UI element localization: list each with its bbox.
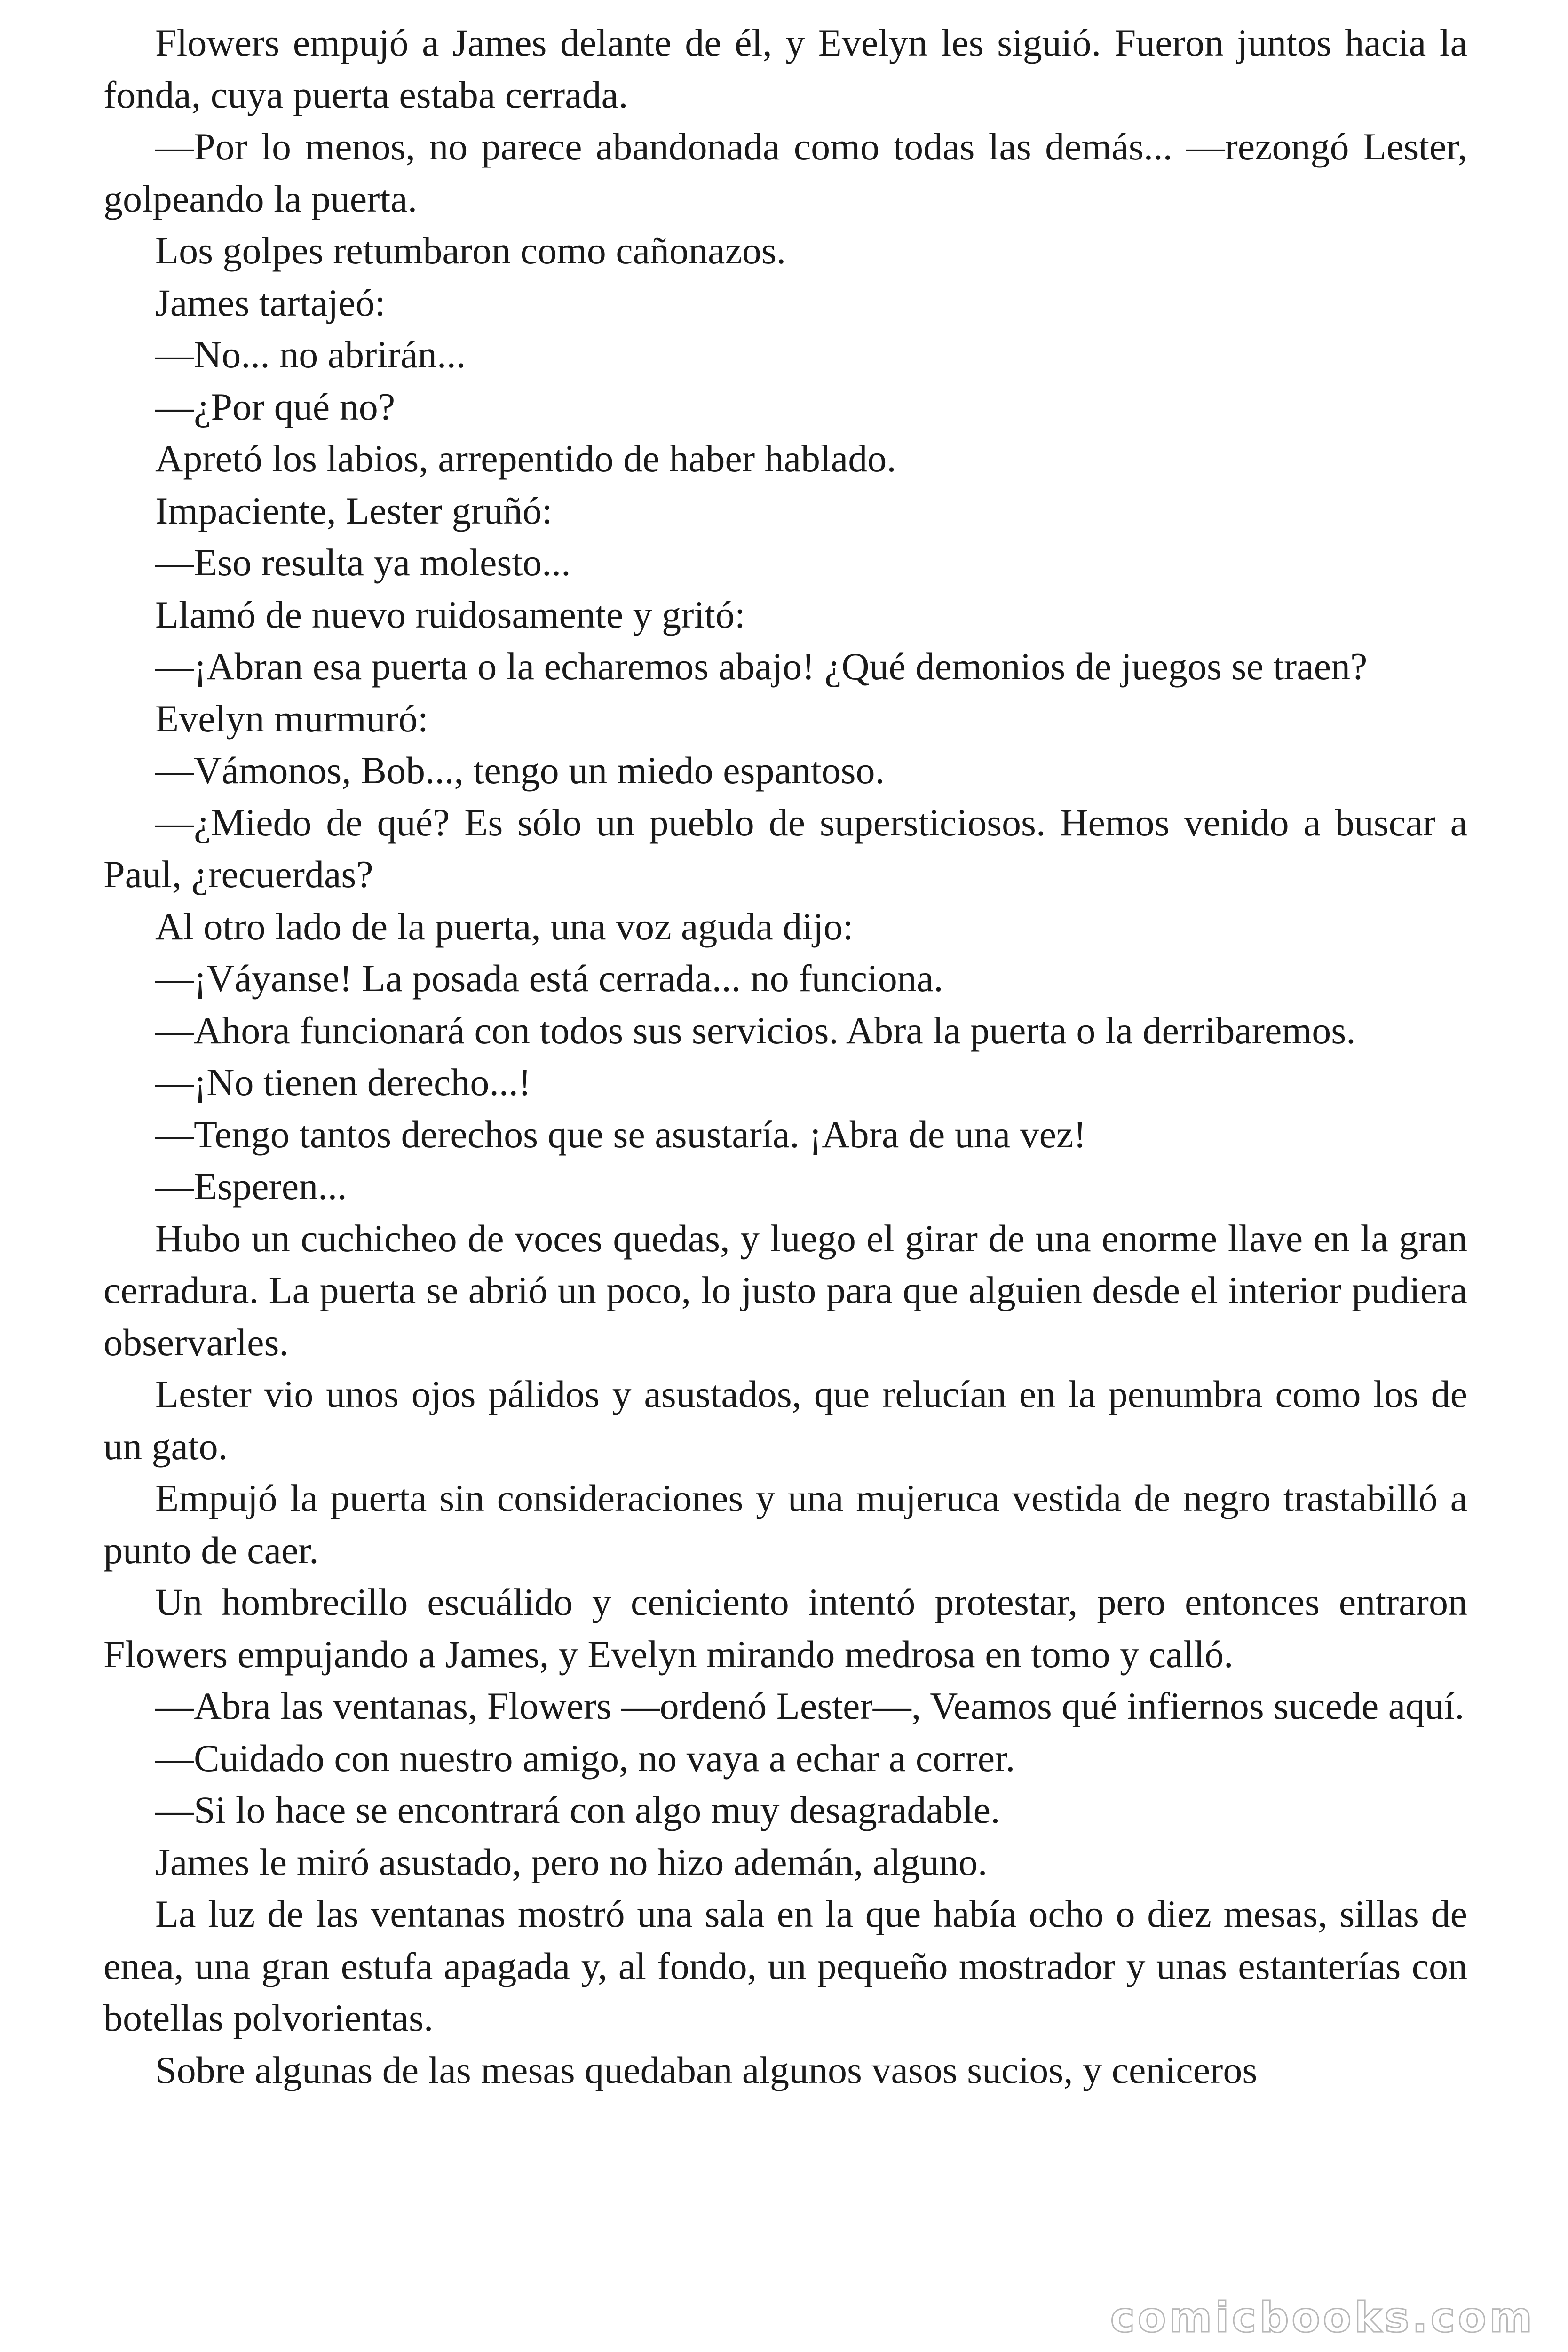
paragraph: —Si lo hace se encontrará con algo muy desagradable. (155, 1788, 1000, 1831)
paragraph: —Cuidado con nuestro amigo, no vaya a echar a correr. (155, 1736, 1015, 1780)
paragraph: Impaciente, Lester gruñó: (155, 489, 553, 532)
paragraph: —¡No tienen derecho...! (155, 1061, 531, 1104)
paragraph: Flowers empujó a James delante de él, y Evelyn les siguió. Fueron juntos hacia la fonda, cuya puerta estaba cerrada. (103, 21, 1467, 116)
paragraph: —Abra las ventanas, Flowers —ordenó Lester—, Veamos qué infiernos sucede aquí. (155, 1685, 1465, 1727)
paragraph: Empujó la puerta sin consideraciones y una mujeruca vestida de negro trastabilló a punto de caer. (103, 1477, 1467, 1572)
paragraph: Los golpes retumbaron como cañonazos. (155, 229, 786, 272)
paragraph: —Por lo menos, no parece abandonada como todas las demás... —rezongó Lester, golpeando la puerta. (103, 125, 1467, 220)
paragraph: Lester vio unos ojos pálidos y asustados, que relucían en la penumbra como los de un gato. (103, 1373, 1467, 1468)
paragraph: Sobre algunas de las mesas quedaban algunos vasos sucios, y ceniceros (155, 2048, 1258, 2091)
paragraph: Evelyn murmuró: (155, 697, 428, 740)
paragraph: La luz de las ventanas mostró una sala en la que había ocho o diez mesas, sillas de enea, una gran estufa apagada y, al fondo, un pequeño mostrador y unas estanterías con botellas polvorientas. (103, 1892, 1467, 2039)
paragraph: —No... no abrirán... (155, 333, 466, 376)
page-text (103, 17, 1467, 2096)
paragraph: —Tengo tantos derechos que se asustaría. ¡Abra de una vez! (155, 1112, 1086, 1156)
paragraph: Llamó de nuevo ruidosamente y gritó: (155, 593, 745, 636)
paragraph: Hubo un cuchicheo de voces quedas, y luego el girar de una enorme llave en la gran cerradura. La puerta se abrió un poco, lo justo para que alguien desde el interior pudiera observarles. (103, 1216, 1467, 1364)
paragraph: —¡Abran esa puerta o la echaremos abajo! ¿Qué demonios de juegos se traen? (155, 645, 1368, 688)
watermark: comicbooks.com (1110, 2293, 1535, 2342)
paragraph: Apretó los labios, arrepentido de haber hablado. (155, 437, 896, 480)
paragraph: Un hombrecillo escuálido y ceniciento intentó protestar, pero entonces entraron Flowers empujando a James, y Evelyn mirando medrosa en tomo y calló. (103, 1581, 1467, 1676)
paragraph: —Eso resulta ya molesto... (155, 541, 571, 584)
paragraph: James tartajeó: (155, 281, 386, 324)
paragraph: —Esperen... (155, 1165, 347, 1208)
paragraph: James le miró asustado, pero no hizo ademán, alguno. (155, 1840, 988, 1883)
paragraph: —¡Váyanse! La posada está cerrada... no funciona. (155, 957, 943, 1000)
paragraph: —¿Miedo de qué? Es sólo un pueblo de supersticiosos. Hemos venido a buscar a Paul, ¿recuerdas? (103, 801, 1467, 896)
paragraph: —¿Por qué no? (155, 385, 396, 428)
paragraph: —Ahora funcionará con todos sus servicios. Abra la puerta o la derribaremos. (155, 1009, 1356, 1052)
paragraph: —Vámonos, Bob..., tengo un miedo espantoso. (155, 749, 885, 792)
paragraph: Al otro lado de la puerta, una voz aguda dijo: (155, 905, 854, 948)
